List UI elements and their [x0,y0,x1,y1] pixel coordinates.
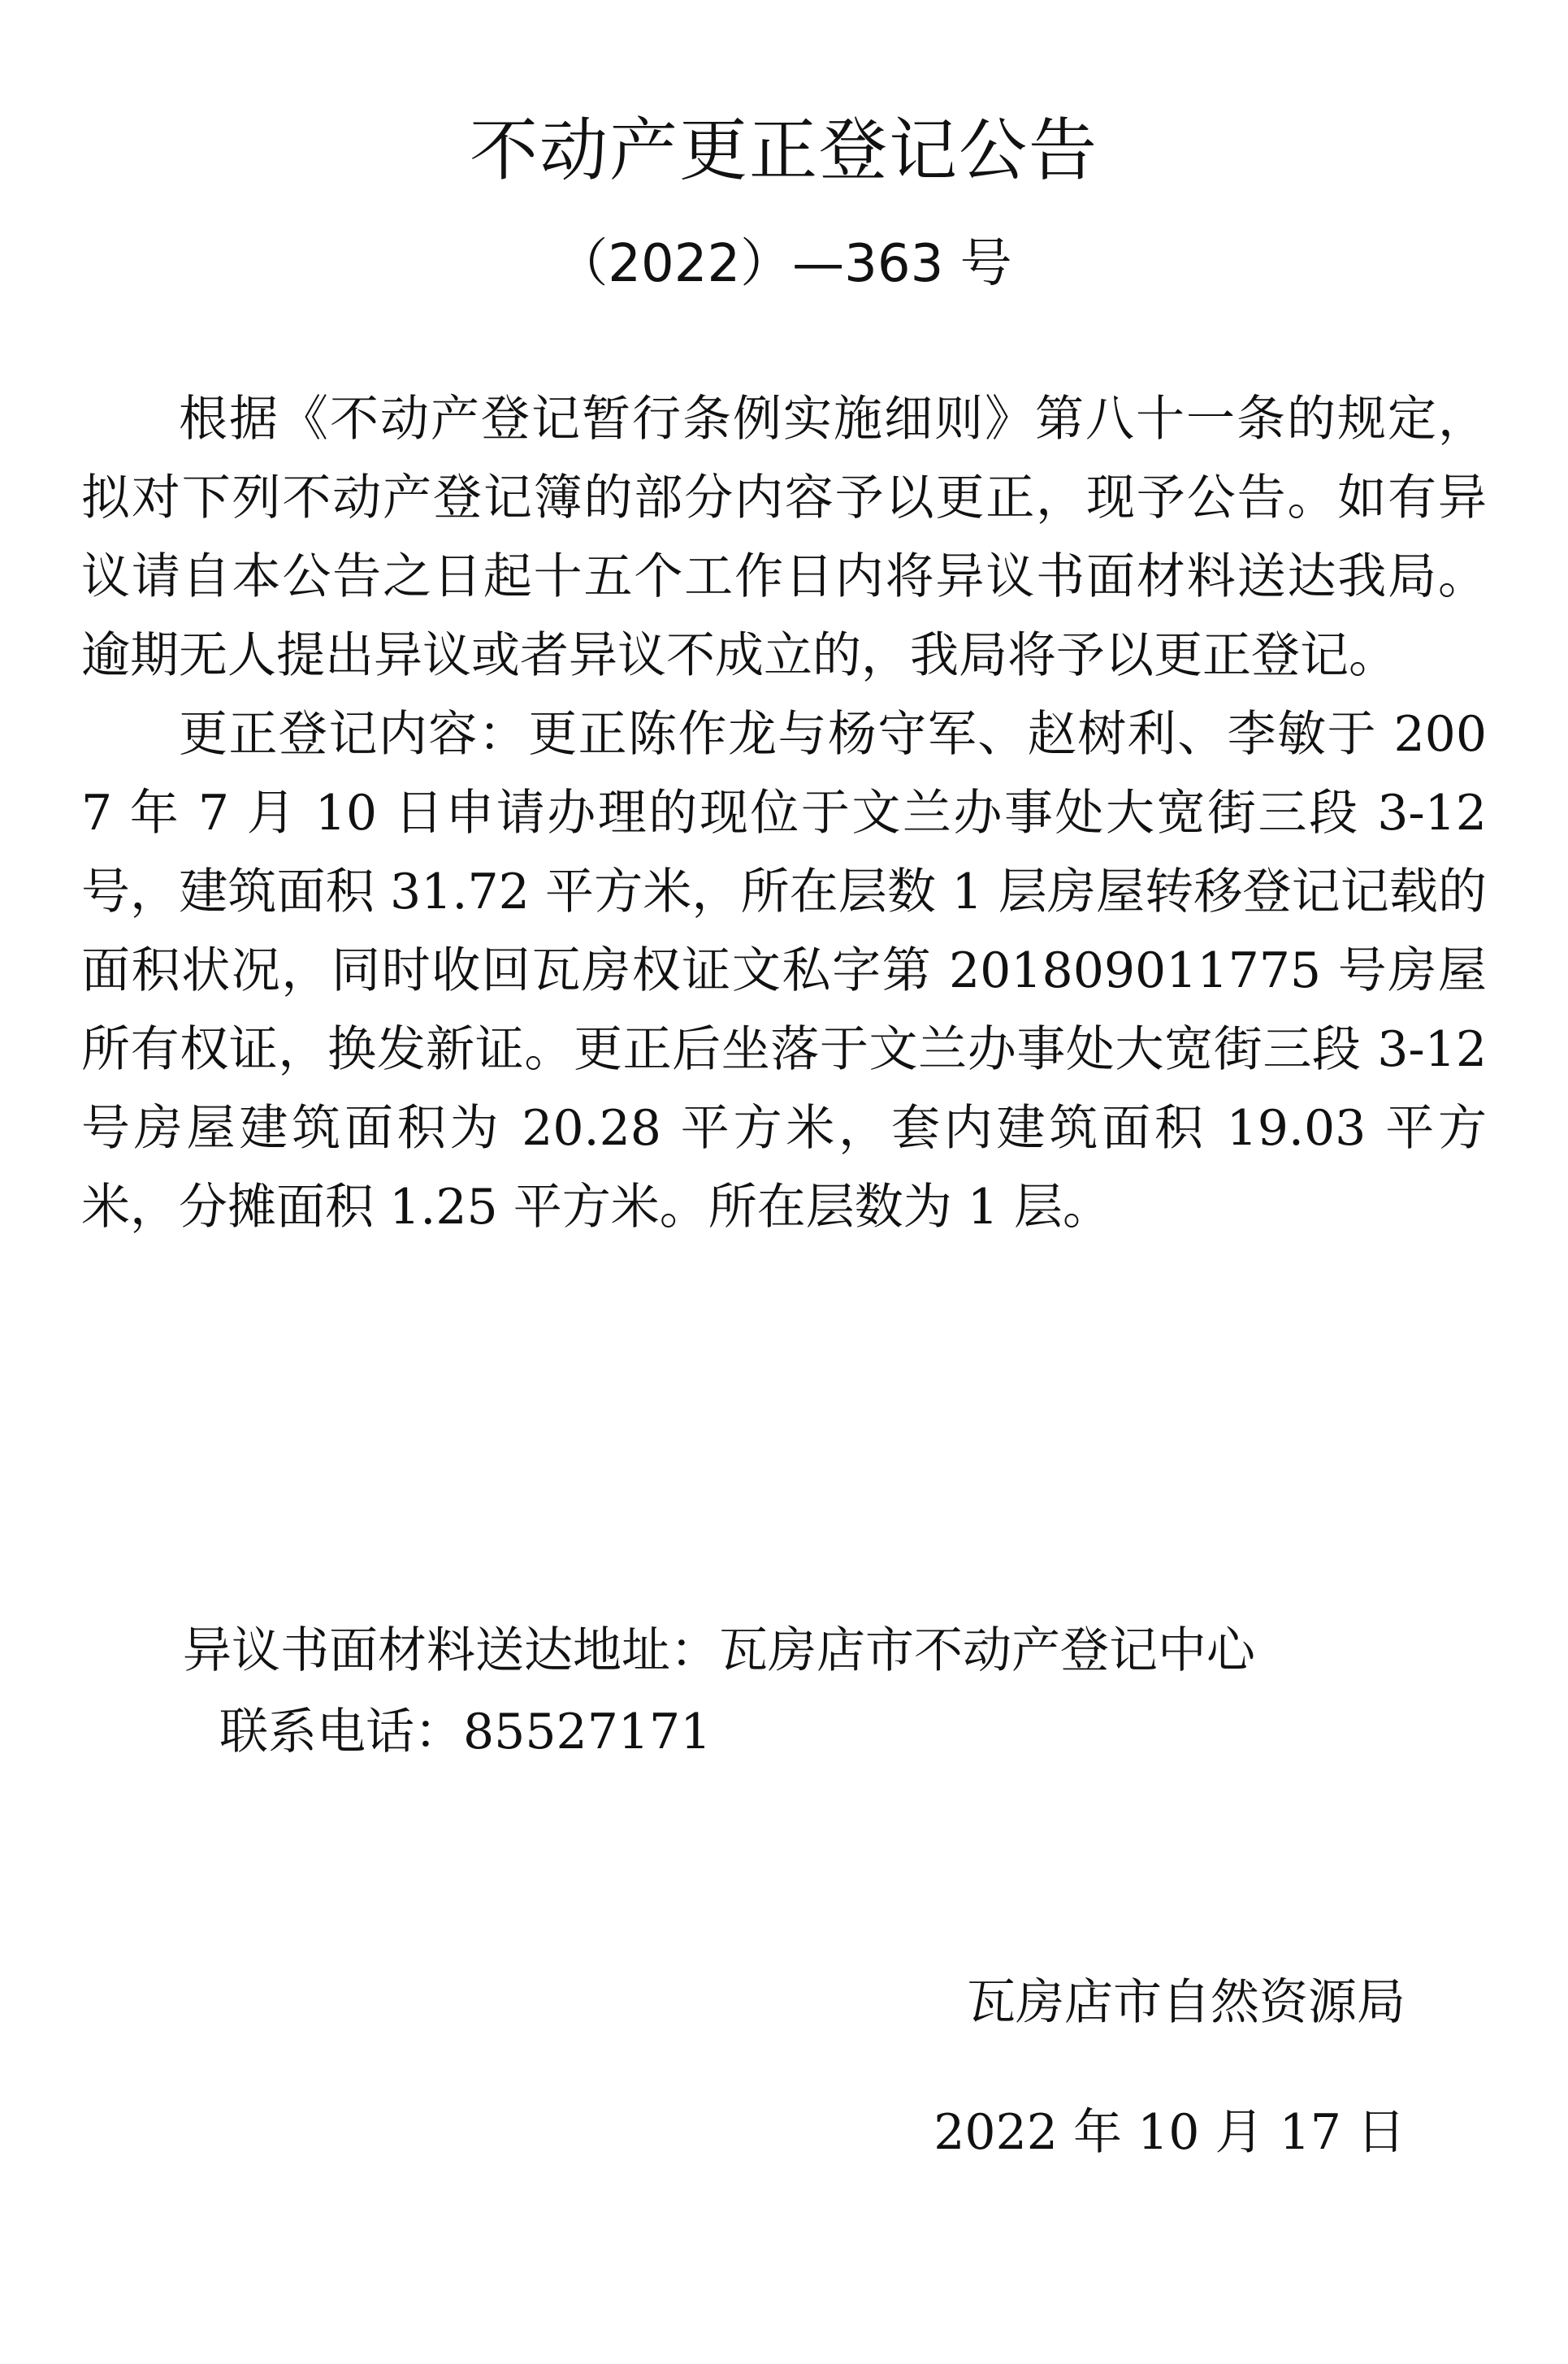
signature-block [933,1962,1406,2173]
page-title: 不动产更正登记公告 [469,110,1098,190]
objection-address: 异议书面材料送达地址：瓦房店市不动产登记中心 [183,1622,1255,1679]
contact-block [183,1610,1483,1773]
issuing-organization: 瓦房店市自然资源局 [967,1974,1406,2031]
issue-date: 2022 年 10 月 17 日 [933,2104,1406,2161]
notice-body [81,380,1487,1247]
paragraph-legal-basis: 根据《不动产登记暂行条例实施细则》第八十一条的规定，拟对下列不动产登记簿的部分内容予以更正，现予公告。如有异议请自本公告之日起十五个工作日内将异议书面材料送达我局。逾期无人提出异议或者异议不成立的，我局将予以更正登记。 [81,391,1487,684]
contact-phone: 联系电话：85527171 [219,1704,712,1760]
document-number: （2022）—363 号 [556,234,1012,294]
paragraph-correction-content: 更正登记内容：更正陈作龙与杨守军、赵树利、李敏于 2007 年 7 月 10 日申请办理的现位于文兰办事处大宽街三段 3-12 号，建筑面积 31.72 平方米，所在层数 1 层房屋转移登记记载的面积状况，同时收回瓦房权证文私字第 201809011775 号房屋所有权证，换发新证。更正后坐落于文兰办事处大宽街三段 3-12 号房屋建筑面积为 20.28 平方米，套内建筑面积 19.03 平方米，分摊面积 1.25 平方米。所在层数为 1 层。 [81,706,1487,1236]
